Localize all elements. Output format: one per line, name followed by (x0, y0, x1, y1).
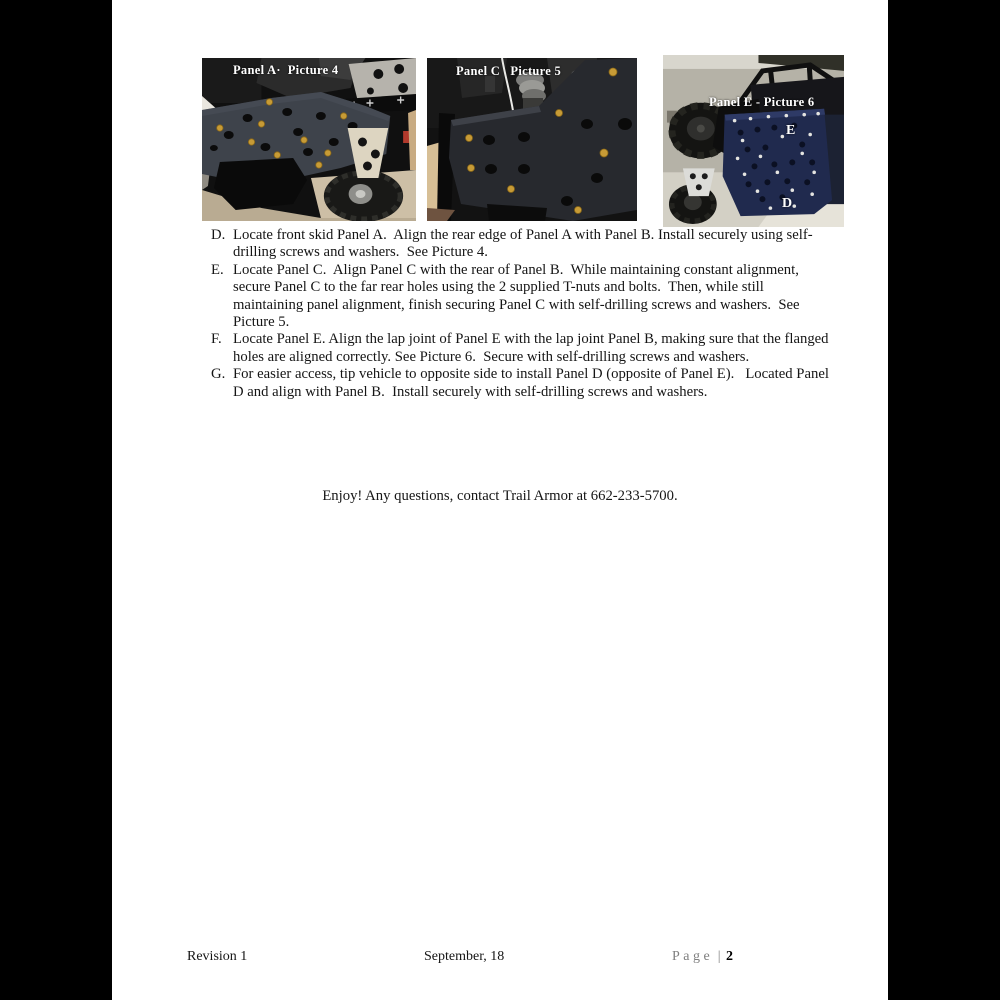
footer-page-number: 2 (726, 949, 734, 964)
photo-picture-5 (427, 58, 637, 221)
instruction-step-f (211, 331, 837, 366)
instruction-step-d (211, 227, 837, 262)
step-letter: F. (211, 331, 222, 348)
photo-picture-4 (202, 58, 416, 221)
footer-page-word: Page (672, 949, 714, 964)
footer-page-separator: | (717, 949, 721, 964)
footer-date: September, 18 (424, 949, 505, 964)
step-text: Locate front skid Panel A. Align the rear edge of Panel A with Panel B. Install securely using self-drilling screws and washers. See Picture 4. (233, 227, 813, 261)
photo-label-picture-6: Panel E - Picture 6 (709, 95, 815, 109)
step-text: Locate Panel C. Align Panel C with the rear of Panel B. While maintaining constant alignment, secure Panel C to the far rear holes using the 2 supplied T-nuts and bolts. Then, while still maintaining panel alignment, finish securing Panel C with self-drilling screws and washers. See Picture 5. (233, 261, 804, 331)
document-page (112, 0, 888, 1000)
picture-5-image (427, 58, 637, 221)
instruction-step-e (211, 262, 837, 332)
instruction-step-g (211, 366, 837, 401)
panel-e-marker: E (786, 123, 796, 138)
picture-6-image (663, 55, 844, 227)
photo-picture-6 (663, 55, 844, 227)
footer-page-label (672, 949, 733, 965)
instruction-list (211, 227, 837, 401)
photo-label-picture-5: Panel C Picture 5 (456, 64, 562, 78)
picture-4-image (202, 58, 416, 221)
footer-revision: Revision 1 (187, 949, 248, 964)
step-text: For easier access, tip vehicle to opposite side to install Panel D (opposite of Panel E). Located Panel D and align with Panel B. Install securely with self-drilling screws and washers. (233, 366, 833, 400)
panel-d-marker: D (782, 196, 793, 211)
step-letter: G. (211, 366, 226, 383)
step-letter: D. (211, 227, 226, 243)
photo-label-picture-4: Panel A· Picture 4 (233, 63, 339, 77)
closing-line: Enjoy! Any questions, contact Trail Armor at 662-233-5700. (322, 488, 678, 504)
step-text: Locate Panel E. Align the lap joint of Panel E with the lap joint Panel B, making sure that the flanged holes are aligned correctly. See Picture 6. Secure with self-drilling screws and washers. (233, 331, 833, 365)
step-letter: E. (211, 261, 224, 278)
page-footer (112, 949, 888, 969)
